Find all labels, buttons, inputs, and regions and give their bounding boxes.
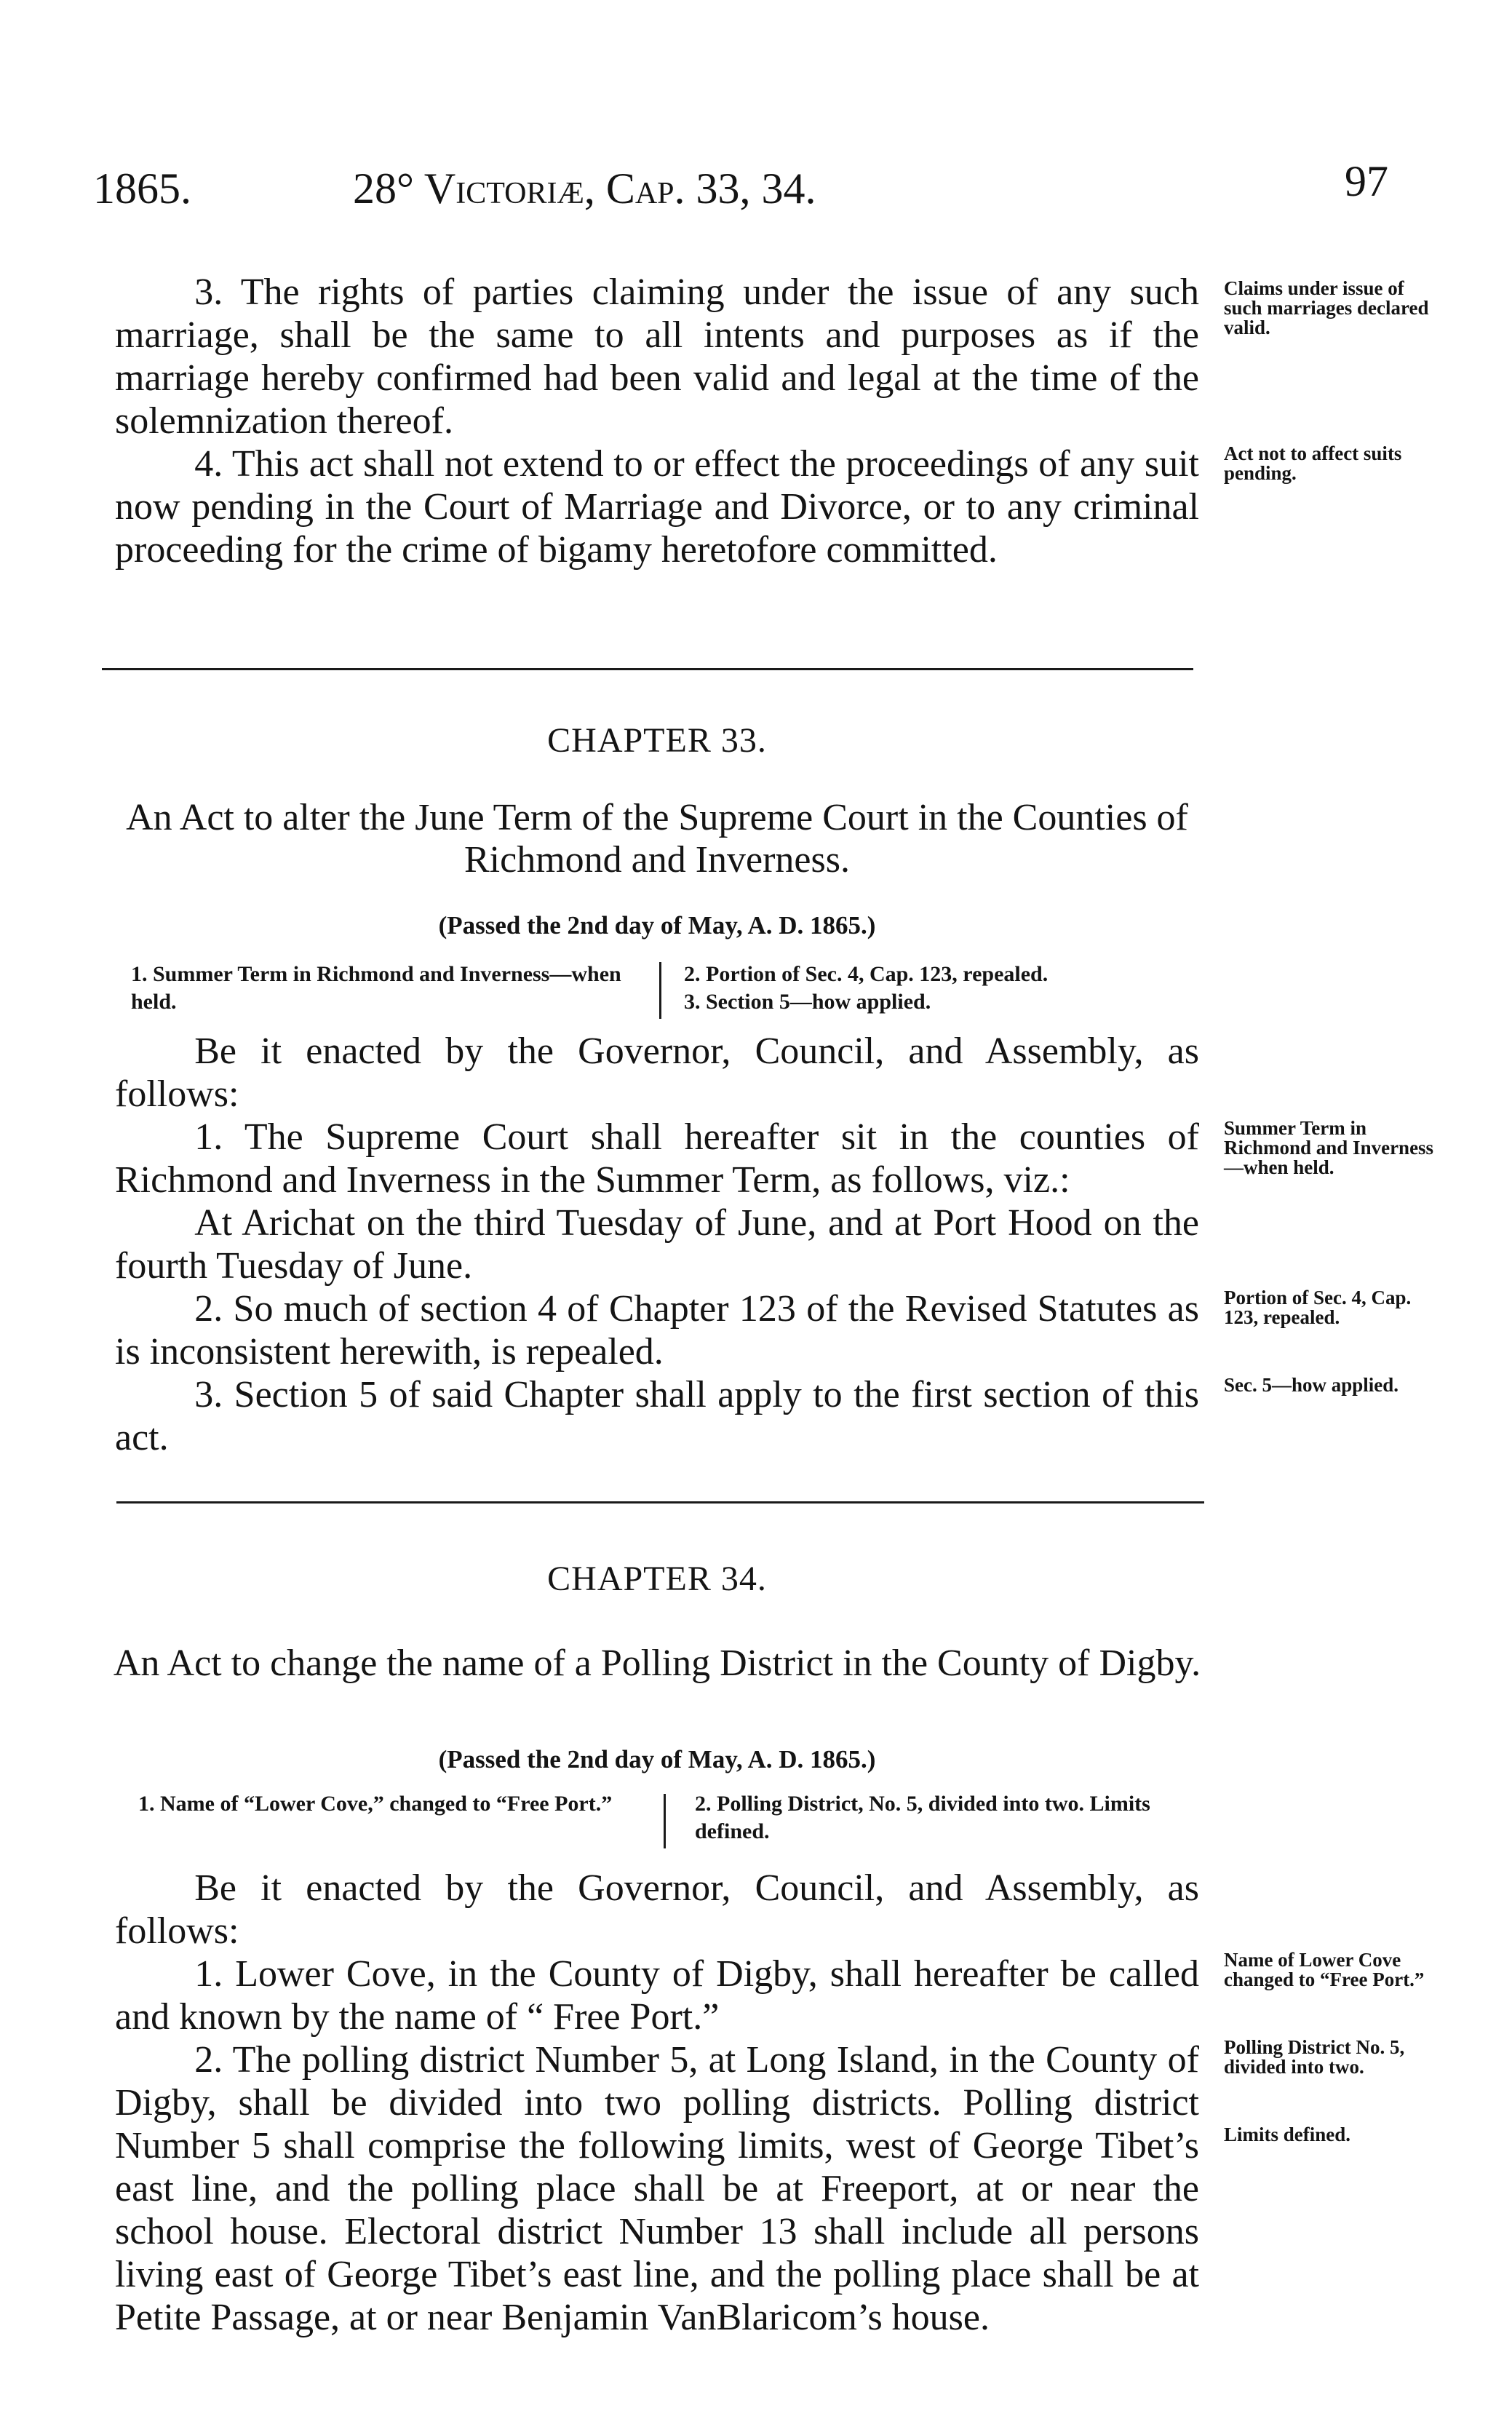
summary-item: 3. Section 5—how applied. bbox=[684, 990, 931, 1014]
chapter-34-body bbox=[115, 1867, 1199, 2339]
section-divider bbox=[102, 668, 1193, 670]
ch33-section-2: 2. So much of section 4 of Chapter 123 of the Revised Statutes as is inconsistent herewith, is repealed. bbox=[115, 1288, 1199, 1373]
chapter-33-act-title: An Act to alter the June Term of the Supreme Court in the Counties of Richmond and Inverness. bbox=[126, 797, 1188, 881]
chapter-33-heading: CHAPTER 33. bbox=[547, 721, 767, 760]
chapter-33-summary-left bbox=[131, 961, 655, 1016]
chapter-33-summary-right bbox=[684, 961, 1208, 1016]
prior-section-4: 4. This act shall not extend to or effect the proceedings of any suit now pending in the Court of Marriage and Divorce, or to any criminal proceeding for the crime of bigamy heretofore committed. bbox=[115, 443, 1199, 571]
margin-note-section-5: Sec. 5—how applied. bbox=[1224, 1374, 1399, 1396]
margin-note-portion-repealed: Portion of Sec. 4, Cap. 123, repealed. bbox=[1224, 1287, 1412, 1328]
summary-divider bbox=[664, 1794, 666, 1848]
ch34-section-1: 1. Lower Cove, in the County of Digby, shall hereafter be called and known by the name of “ Free Port.” bbox=[115, 1953, 1199, 2038]
margin-note-polling-district: Polling District No. 5, divided into two. bbox=[1224, 2036, 1405, 2078]
header-title: 28° Victoriæ, Cap. 33, 34. bbox=[353, 164, 816, 212]
enacting-clause: Be it enacted by the Governor, Council, and Assembly, as follows: bbox=[115, 1030, 1199, 1115]
summary-item: 1. Name of “Lower Cove,” changed to “Free Port.” bbox=[138, 1792, 613, 1816]
ch33-section-1-detail: At Arichat on the third Tuesday of June, and at Port Hood on the fourth Tuesday of June. bbox=[115, 1202, 1199, 1287]
chapter-34-heading: CHAPTER 34. bbox=[547, 1560, 767, 1598]
margin-note-summer-term: Summer Term in Richmond and Inverness—when held. bbox=[1224, 1117, 1434, 1178]
chapter-34-passed-date: (Passed the 2nd day of May, A. D. 1865.) bbox=[438, 1745, 876, 1773]
margin-note-claims: Claims under issue of such marriages declared valid. bbox=[1224, 277, 1429, 338]
ch33-section-3: 3. Section 5 of said Chapter shall apply to the first section of this act. bbox=[115, 1374, 1199, 1458]
margin-note-suits: Act not to affect suits pending. bbox=[1224, 442, 1402, 484]
chapter-34-summary-left bbox=[138, 1790, 662, 1818]
prior-section-3: 3. The rights of parties claiming under the issue of any such marriage, shall be the same to all intents and purposes as if the marriage hereby confirmed had been valid and legal at the time of the solemnization thereof. bbox=[115, 271, 1199, 442]
margin-note-lower-cove: Name of Lower Cove changed to “Free Port.” bbox=[1224, 1949, 1425, 1990]
ch33-section-1: 1. The Supreme Court shall hereafter sit in the counties of Richmond and Inverness in the Summer Term, as follows, viz.: bbox=[115, 1116, 1199, 1201]
chapter-33-passed-date: (Passed the 2nd day of May, A. D. 1865.) bbox=[438, 911, 876, 940]
summary-item: 1. Summer Term in Richmond and Inverness—when held. bbox=[131, 962, 621, 1014]
summary-divider bbox=[659, 962, 661, 1019]
page-number: 97 bbox=[1345, 157, 1388, 205]
section-divider bbox=[116, 1501, 1204, 1503]
prior-chapter-body bbox=[115, 271, 1199, 571]
ch34-section-2: 2. The polling district Number 5, at Long Island, in the County of Digby, shall be divided into two polling districts. Polling district Number 5 shall comprise the following limits, west of George Tibet’s east line, and the polling place shall be at Freeport, at or near the school house. Electoral district Number 13 shall include all persons living east of George Tibet’s east line, and the polling place shall be at Petite Passage, at or near Benjamin VanBlaricom’s house. bbox=[115, 2039, 1199, 2338]
margin-note-limits: Limits defined. bbox=[1224, 2124, 1351, 2145]
summary-item: 2. Polling District, No. 5, divided into two. Limits defined. bbox=[695, 1792, 1150, 1843]
chapter-34-summary-right bbox=[695, 1790, 1219, 1846]
chapter-34-act-title: An Act to change the name of a Polling District in the County of Digby. bbox=[113, 1642, 1201, 1684]
enacting-clause: Be it enacted by the Governor, Council, and Assembly, as follows: bbox=[115, 1867, 1199, 1952]
summary-item: 2. Portion of Sec. 4, Cap. 123, repealed. bbox=[684, 962, 1049, 986]
chapter-33-body bbox=[115, 1030, 1199, 1459]
header-year: 1865. bbox=[93, 164, 191, 212]
